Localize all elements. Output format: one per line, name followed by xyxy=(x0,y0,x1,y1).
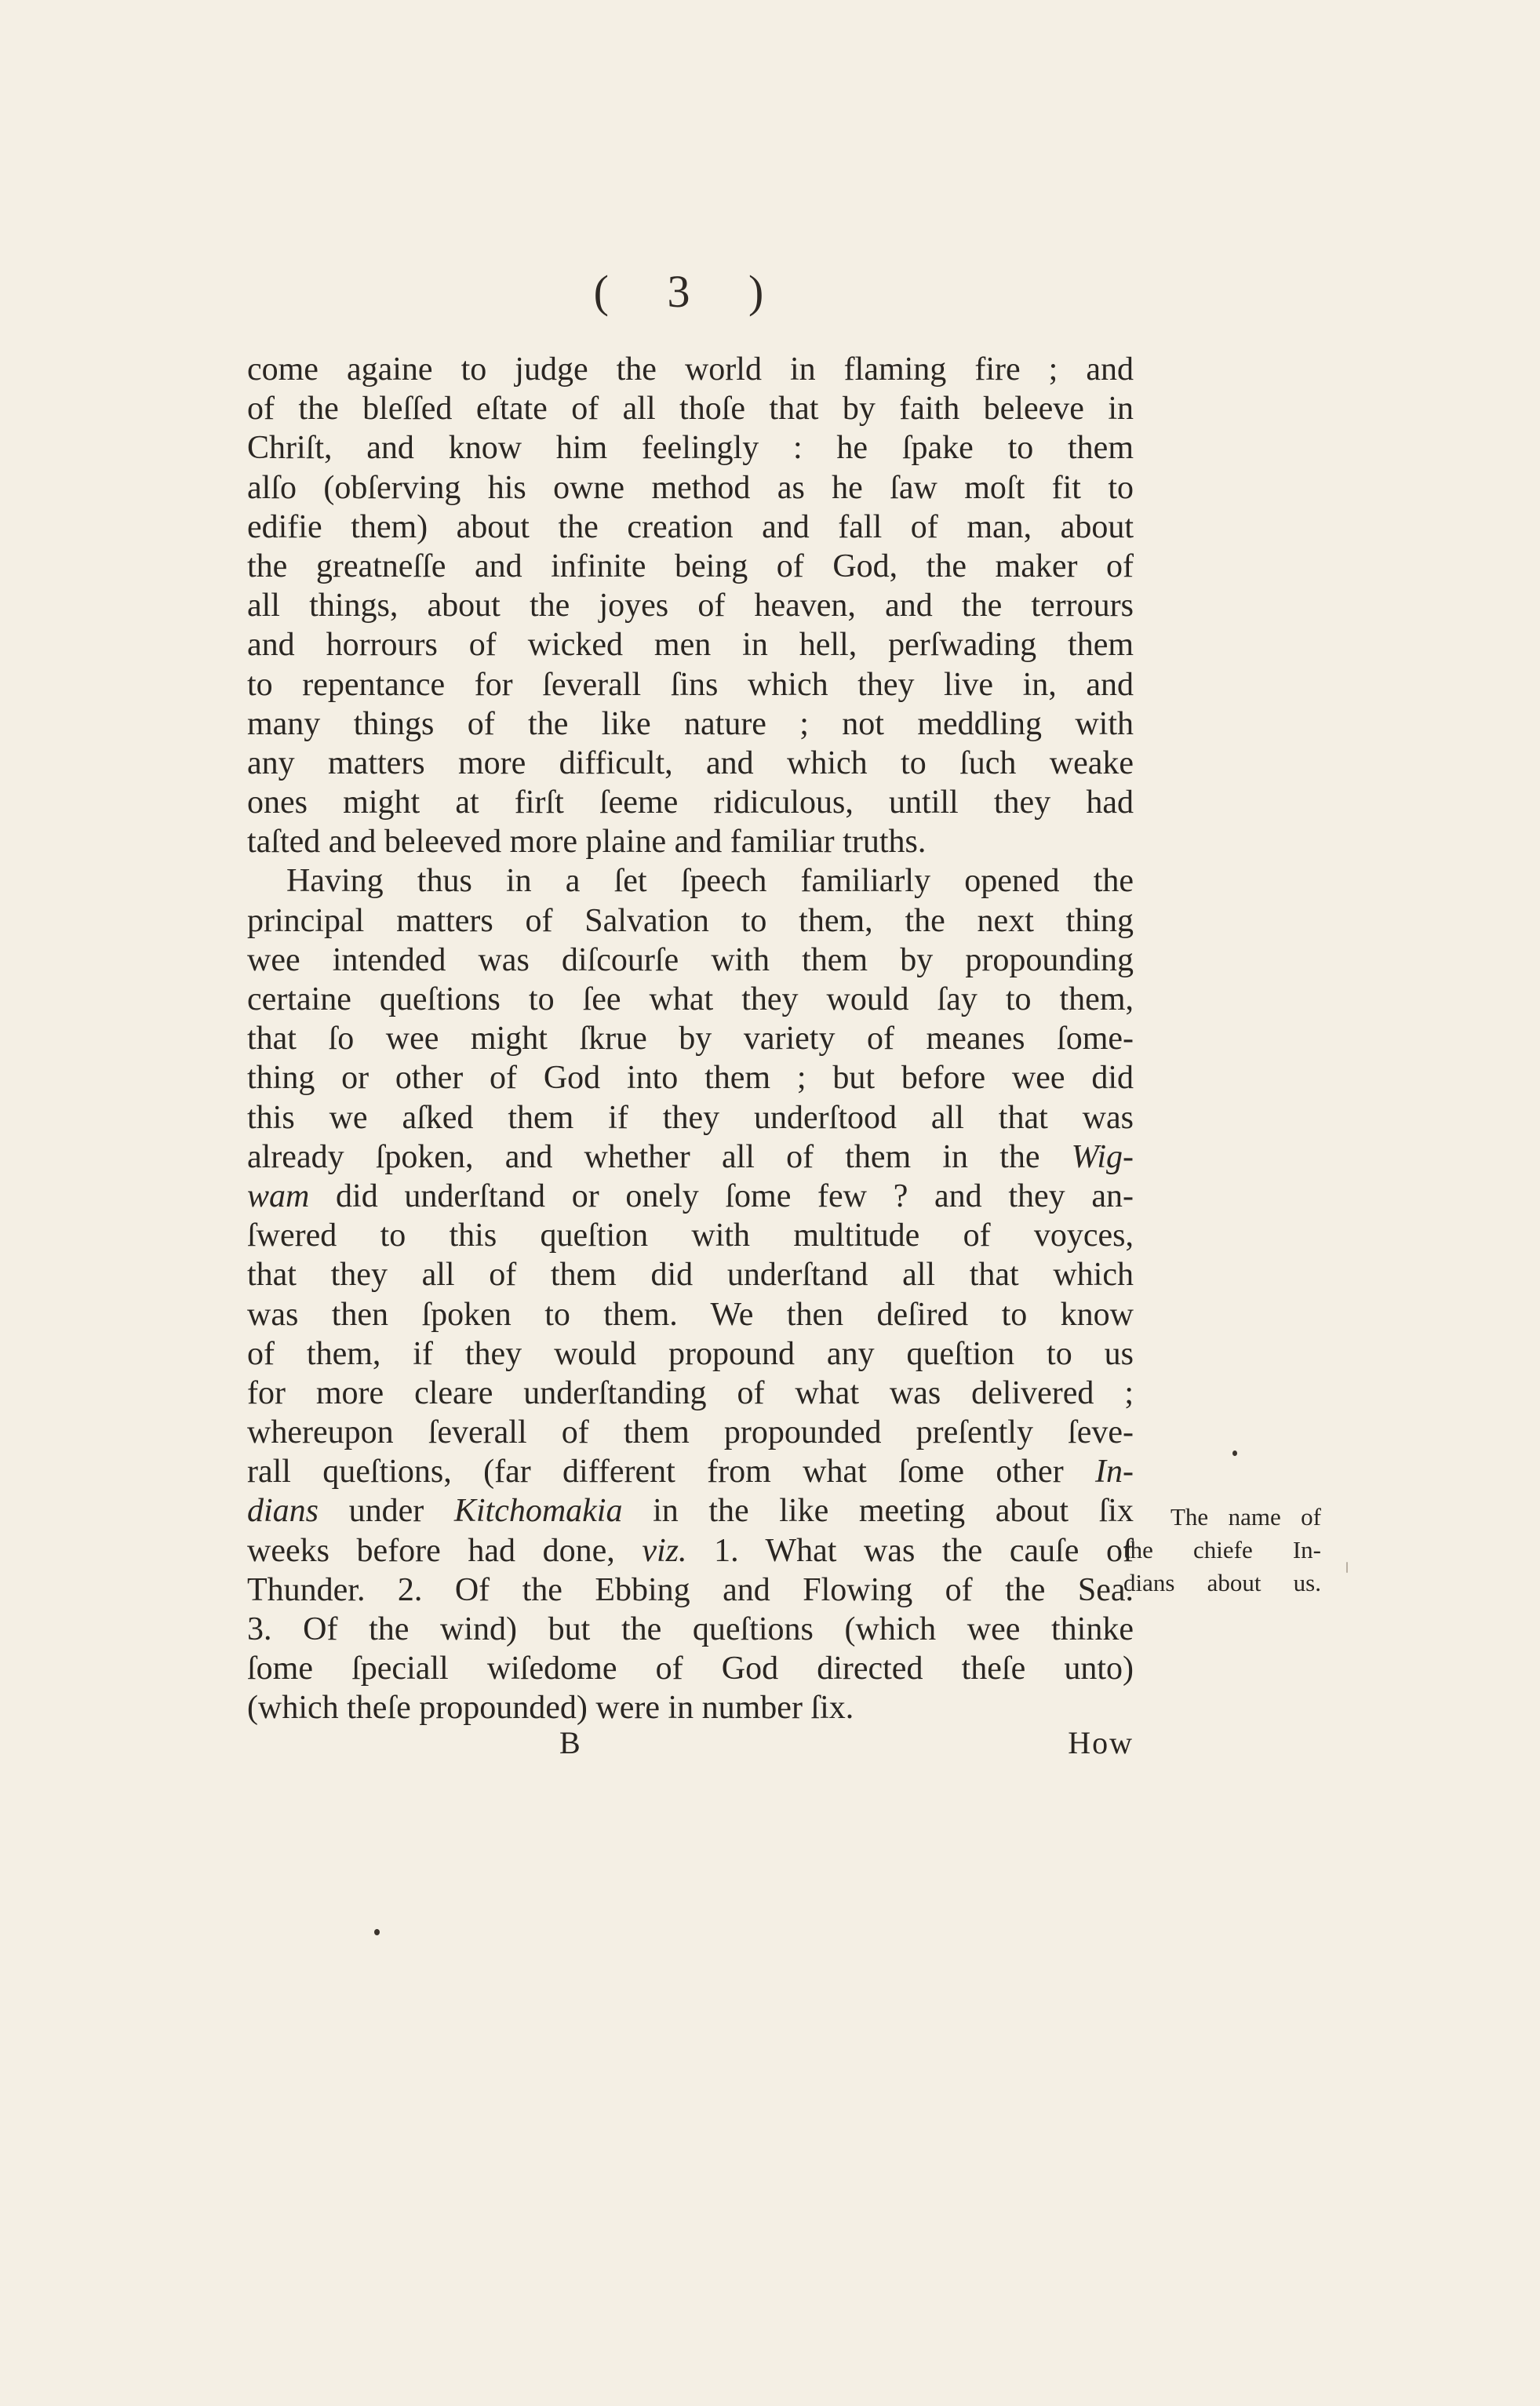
body-line: this we aſked them if they underſtood all that was xyxy=(247,1099,1134,1136)
italic-name: Kitchomakia xyxy=(453,1493,623,1530)
italic-word: Wig- xyxy=(1071,1138,1134,1175)
ink-speck xyxy=(1232,1451,1237,1456)
body-line: (which theſe propounded) were in number ſix. xyxy=(247,1690,854,1727)
body-line: and horrours of wicked men in hell, perſwading them xyxy=(247,627,1134,664)
text-run: 1. What was the cauſe of xyxy=(686,1532,1134,1569)
page-footer xyxy=(247,1723,1134,1764)
text-run: already ſpoken, and whether all of them in the xyxy=(247,1138,1072,1175)
margin-note-line: The name of xyxy=(1170,1503,1321,1531)
body-line: that ſo wee might ſkrue by variety of meanes ſome- xyxy=(247,1021,1134,1057)
body-line: edifie them) about the creation and fall of man, about xyxy=(247,508,1134,545)
body-line: that they all of them did underſtand all that which xyxy=(247,1257,1134,1294)
ink-speck xyxy=(1346,1562,1348,1573)
text-run: rall queſtions, (far different from what ſome other xyxy=(247,1454,1096,1491)
body-line: ones might at firſt ſeeme ridiculous, untill they had xyxy=(247,784,1134,821)
text-run: under xyxy=(319,1493,454,1530)
body-line: any matters more difficult, and which to ſuch weake xyxy=(247,744,1134,781)
body-line: principal matters of Salvation to them, the next thing xyxy=(247,902,1134,939)
body-line xyxy=(247,1452,1134,1491)
body-text xyxy=(247,350,1134,1728)
body-line: of them, if they would propound any queſtion to us xyxy=(247,1335,1134,1372)
text-run: weeks before had done, xyxy=(247,1532,643,1569)
margin-note-line: dians about us. xyxy=(1123,1569,1321,1596)
body-line xyxy=(247,1137,1134,1177)
italic-word: dians xyxy=(247,1493,319,1530)
body-line: Thunder. 2. Of the Ebbing and Flowing of the Sea. xyxy=(247,1571,1134,1608)
body-line: the greatneſſe and infinite being of God, the maker of xyxy=(247,548,1134,584)
body-line: wee intended was diſcourſe with them by propounding xyxy=(247,941,1134,978)
text-run: in the like meeting about ſix xyxy=(622,1493,1134,1530)
body-line: for more cleare underſtanding of what was delivered ; xyxy=(247,1374,1134,1411)
body-line: of the bleſſed eſtate of all thoſe that by faith beleeve in xyxy=(247,391,1134,428)
body-line: ſome ſpeciall wiſedome of God directed theſe unto) xyxy=(247,1651,1134,1687)
body-line: whereupon ſeverall of them propounded preſently ſeve- xyxy=(247,1414,1134,1451)
body-line: all things, about the joyes of heaven, and the terrours xyxy=(247,588,1134,624)
page-number: ( 3 ) xyxy=(593,266,788,317)
italic-word: viz. xyxy=(642,1532,687,1569)
body-line: taſted and beleeved more plaine and familiar truths. xyxy=(247,824,927,861)
body-line: ſwered to this queſtion with multitude of voyces, xyxy=(247,1218,1134,1254)
body-line xyxy=(247,1531,1134,1571)
body-line: many things of the like nature ; not meddling with xyxy=(247,705,1134,742)
margin-note xyxy=(1123,1501,1321,1600)
paragraph-start-line: Having thus in a ſet ſpeech familiarly opened the xyxy=(286,863,1134,900)
text-run: did underſtand or onely ſome few ? and they an- xyxy=(309,1178,1134,1214)
body-line: alſo (obſerving his owne method as he ſaw moſt fit to xyxy=(247,469,1134,506)
body-line: come againe to judge the world in flaming fire ; and xyxy=(247,351,1134,388)
signature-mark: B xyxy=(559,1725,582,1760)
catchword: How xyxy=(1068,1725,1134,1760)
italic-word: wam xyxy=(247,1178,310,1214)
body-line: 3. Of the wind) but the queſtions (which wee thinke xyxy=(247,1611,1134,1647)
margin-note-line: the chiefe In- xyxy=(1123,1536,1321,1563)
body-line xyxy=(247,1491,1134,1531)
italic-word: In- xyxy=(1095,1454,1134,1491)
body-line: thing or other of God into them ; but before wee did xyxy=(247,1060,1134,1097)
body-line xyxy=(247,1177,1134,1216)
body-line: to repentance for ſeverall ſins which they live in, and xyxy=(247,666,1134,703)
body-line: Chriſt, and know him feelingly : he ſpake to them xyxy=(247,430,1134,467)
body-line: was then ſpoken to them. We then deſired to know xyxy=(247,1296,1134,1333)
body-line: certaine queſtions to ſee what they would ſay to them, xyxy=(247,981,1134,1017)
ink-speck xyxy=(374,1929,380,1935)
